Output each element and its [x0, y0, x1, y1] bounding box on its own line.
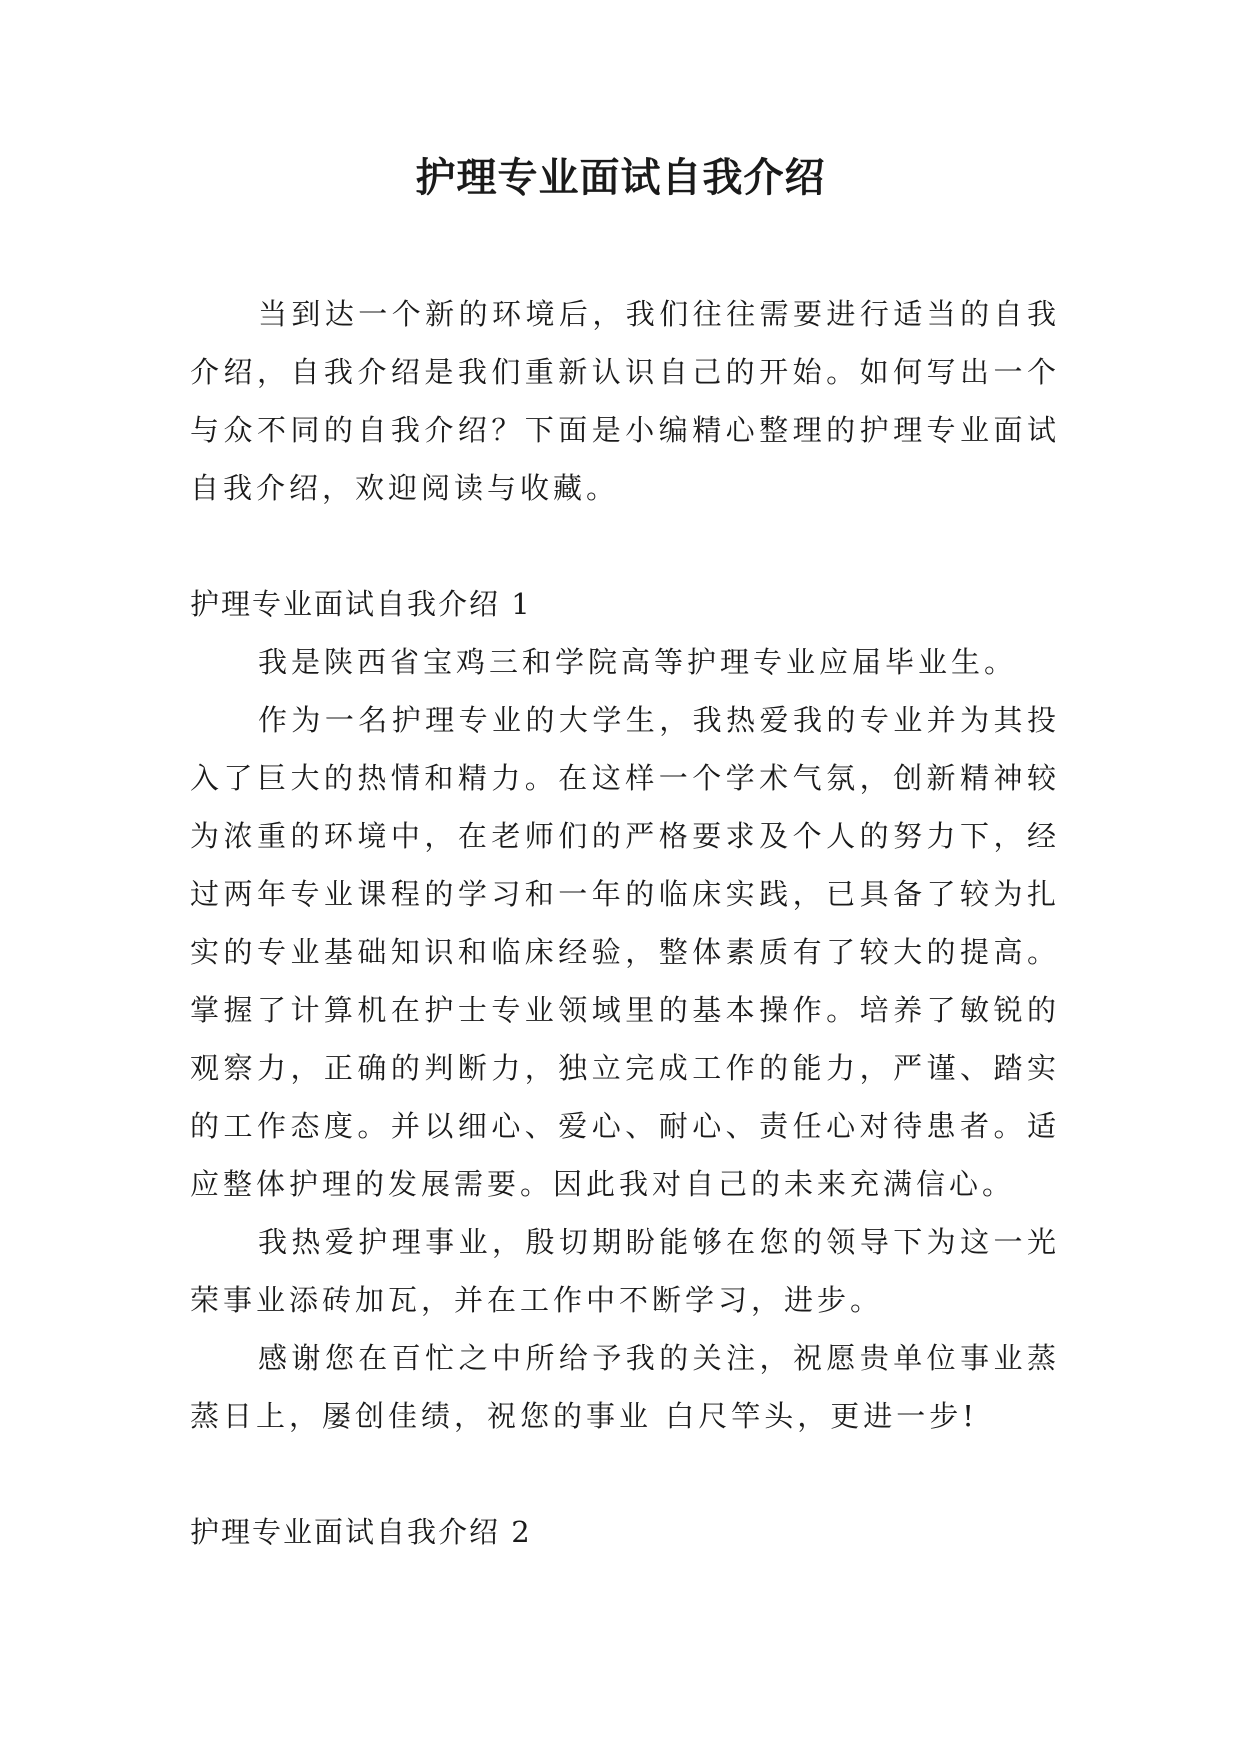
- document-body: [190, 285, 1060, 1561]
- body-paragraph: 我是陕西省宝鸡三和学院高等护理专业应届毕业生。: [258, 645, 1018, 679]
- section-heading: 护理专业面试自我介绍 1: [190, 587, 532, 621]
- section-spacer: [190, 1445, 1060, 1503]
- intro-paragraph: 当到达一个新的环境后，我们往往需要进行适当的自我介绍，自我介绍是我们重新认识自己的开始。如何写出一个与众不同的自我介绍？下面是小编精心整理的护理专业面试自我介绍，欢迎阅读与收藏。: [190, 297, 1060, 505]
- section-spacer: [190, 517, 1060, 575]
- section-2: [190, 1503, 1060, 1561]
- body-paragraph: 作为一名护理专业的大学生，我热爱我的专业并为其投入了巨大的热情和精力。在这样一个学术气氛，创新精神较为浓重的环境中，在老师们的严格要求及个人的努力下，经过两年专业课程的学习和一年的临床实践，已具备了较为扎实的专业基础知识和临床经验，整体素质有了较大的提高。掌握了计算机在护士专业领域里的基本操作。培养了敏锐的观察力，正确的判断力，独立完成工作的能力，严谨、踏实的工作态度。并以细心、爱心、耐心、责任心对待患者。适应整体护理的发展需要。因此我对自己的未来充满信心。: [190, 703, 1060, 1201]
- body-paragraph: 我热爱护理事业，殷切期盼能够在您的领导下为这一光荣事业添砖加瓦，并在工作中不断学习，进步。: [190, 1225, 1060, 1317]
- body-paragraph: 感谢您在百忙之中所给予我的关注，祝愿贵单位事业蒸蒸日上，屡创佳绩，祝您的事业 白尺竿头，更进一步!: [190, 1341, 1060, 1433]
- section-heading: 护理专业面试自我介绍 2: [190, 1515, 532, 1549]
- page-title: 护理专业面试自我介绍: [415, 155, 826, 201]
- section-1: [190, 575, 1060, 1445]
